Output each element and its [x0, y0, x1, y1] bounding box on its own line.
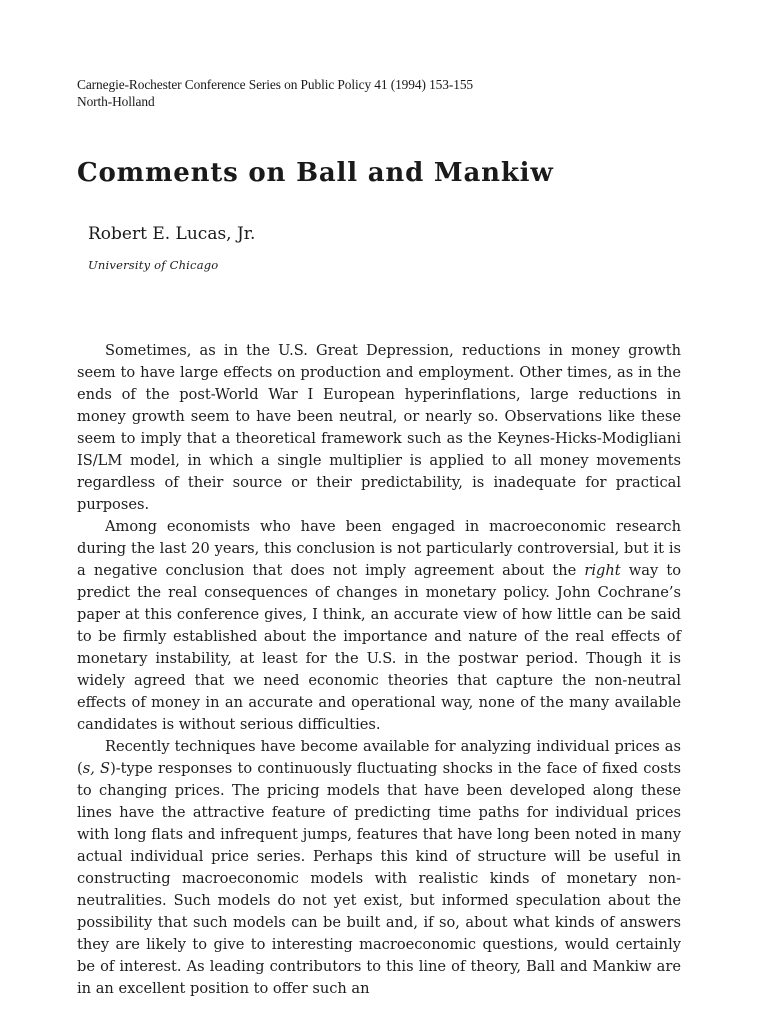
- paragraph-2: [77, 516, 681, 736]
- paragraph-3-text-a: Recently techniques have become available for analyzing individual prices as (: [77, 738, 681, 777]
- author-name: Robert E. Lucas, Jr.: [88, 224, 256, 244]
- emphasis-right: right: [584, 562, 621, 579]
- paragraph-3-text-b: )-type responses to continuously fluctuating shocks in the face of fixed costs to changing prices. The pricing models that have been developed along these lines have the attractive feature of predicting time paths for individual prices with long flats and infrequent jumps, features that have long been noted in many actual individual price series. Perhaps this kind of structure will be useful in constructing macroeconomic models with realistic kinds of monetary non-neutralities. Such models do not yet exist, but informed speculation about the possibility that such models can be built and, if so, about what kinds of answers they are likely to give to interesting macroeconomic questions, would certainly be of interest. As leading contributors to this line of theory, Ball and Mankiw are in an excellent position to offer such an: [77, 760, 681, 997]
- article-title: Comments on Ball and Mankiw: [77, 158, 554, 188]
- math-s-S: s, S: [82, 760, 111, 777]
- paragraph-3: [77, 736, 681, 1000]
- paragraph-1: Sometimes, as in the U.S. Great Depression, reductions in money growth seem to have large effects on production and employment. Other times, as in the ends of the post-World War I European hyperinflations, large reductions in money growth seem to have been neutral, or nearly so. Observations like these seem to imply that a theoretical framework such as the Keynes-Hicks-Modigliani IS/LM model, in which a single multiplier is applied to all money movements regardless of their source or their predictability, is inadequate for practical purposes.: [77, 342, 681, 513]
- paragraph-2-text-b: way to predict the real consequences of changes in monetary policy. John Cochrane’s paper at this conference gives, I think, an accurate view of how little can be said to be firmly established about the importance and nature of the real effects of monetary instability, at least for the U.S. in the postwar period. Though it is widely agreed that we need economic theories that capture the non-neutral effects of money in an accurate and operational way, none of the many available candidates is without serious difficulties.: [77, 562, 681, 733]
- publisher-name: North-Holland: [77, 94, 155, 109]
- journal-citation: Carnegie-Rochester Conference Series on Public Policy 41 (1994) 153-155: [77, 77, 474, 92]
- author-affiliation: University of Chicago: [88, 258, 219, 272]
- article-body: [77, 340, 681, 1000]
- paragraph-2-text-a: Among economists who have been engaged in macroeconomic research during the last 20 years, this conclusion is not particularly controversial, but it is a negative conclusion that does not imply agreement about the: [77, 518, 681, 579]
